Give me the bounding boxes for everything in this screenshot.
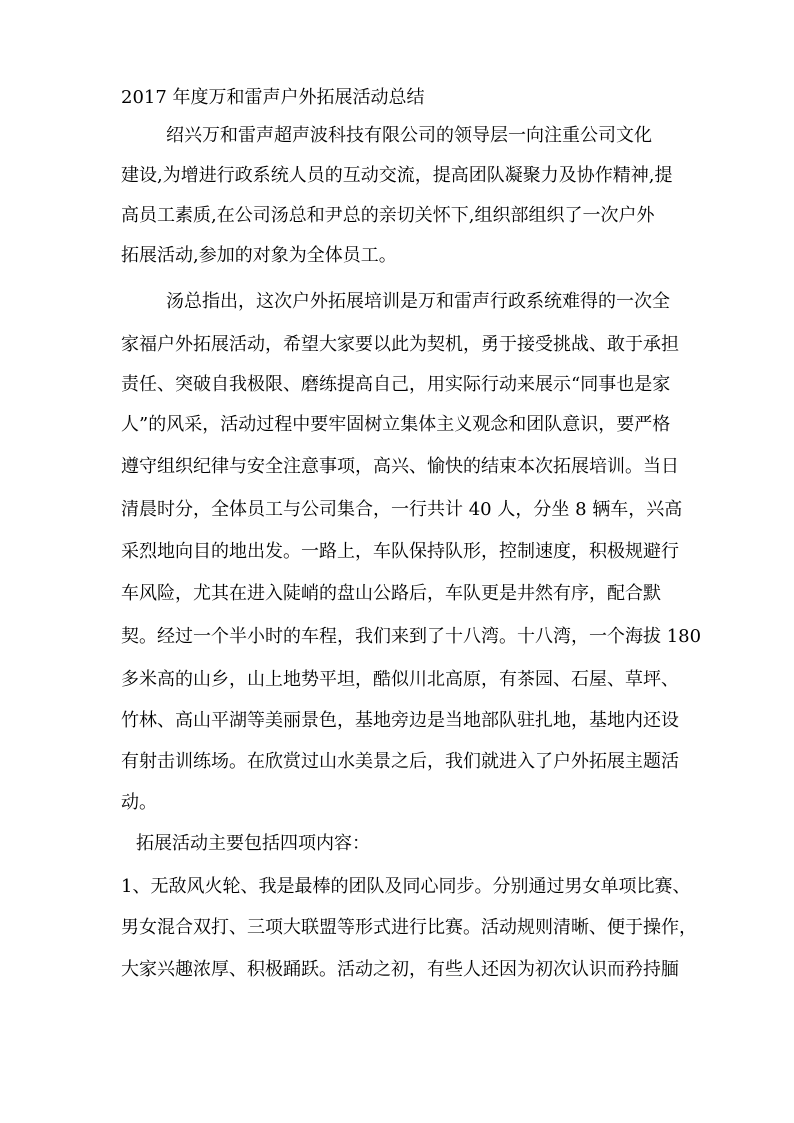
text-line: 绍兴万和雷声超声波科技有限公司的领导层一向注重公司文化 xyxy=(166,125,652,146)
text-line: 遵守组织纪律与安全注意事项，高兴、愉快的结束本次拓展培训。当日 xyxy=(121,456,679,477)
text-line: 动。 xyxy=(121,792,157,813)
text-line: 多米高的山乡，山上地势平坦，酷似川北高原，有茶园、石屋、草坪、 xyxy=(121,669,679,690)
text-line: 人”的风采，活动过程中要牢固树立集体主义观念和团队意识，要严格 xyxy=(121,414,671,435)
document-title: 2017 年度万和雷声户外拓展活动总结 xyxy=(121,87,425,108)
text-line: 高员工素质,在公司汤总和尹总的亲切关怀下,组织部组织了一次户外 xyxy=(121,205,655,226)
text-line: 拓展活动,参加的对象为全体员工。 xyxy=(121,245,397,266)
text-line: 契。经过一个半小时的车程，我们来到了十八湾。十八湾，一个海拔 180 xyxy=(121,626,702,647)
text-line: 1、无敌风火轮、我是最棒的团队及同心同步。分别通过男女单项比赛、 xyxy=(121,876,691,897)
text-line: 汤总指出，这次户外拓展培训是万和雷声行政系统难得的一次全 xyxy=(166,291,670,312)
text-line: 建设,为增进行政系统人员的互动交流，提高团队凝聚力及协作精神,提 xyxy=(121,165,673,186)
text-line: 车风险，尤其在进入陡峭的盘山公路后，车队更是井然有序，配合默 xyxy=(121,583,661,604)
text-line: 家福户外拓展活动，希望大家要以此为契机，勇于接受挑战、敢于承担 xyxy=(121,334,679,355)
text-line: 清晨时分，全体员工与公司集合，一行共计 40 人，分坐 8 辆车，兴高 xyxy=(121,499,683,520)
text-line: 竹林、高山平湖等美丽景色，基地旁边是当地部队驻扎地，基地内还设 xyxy=(121,710,679,731)
text-line: 大家兴趣浓厚、积极踊跃。活动之初，有些人还因为初次认识而矜持腼 xyxy=(121,959,679,980)
text-line: 拓展活动主要包括四项内容： xyxy=(136,833,370,854)
text-line: 男女混合双打、三项大联盟等形式进行比赛。活动规则清晰、便于操作， xyxy=(121,917,697,938)
text-line: 有射击训练场。在欣赏过山水美景之后，我们就进入了户外拓展主题活 xyxy=(121,751,679,772)
text-line: 责任、突破自我极限、磨练提高自己，用实际行动来展示“同事也是家 xyxy=(121,374,671,395)
text-line: 采烈地向目的地出发。一路上，车队保持队形，控制速度，积极规避行 xyxy=(121,541,679,562)
